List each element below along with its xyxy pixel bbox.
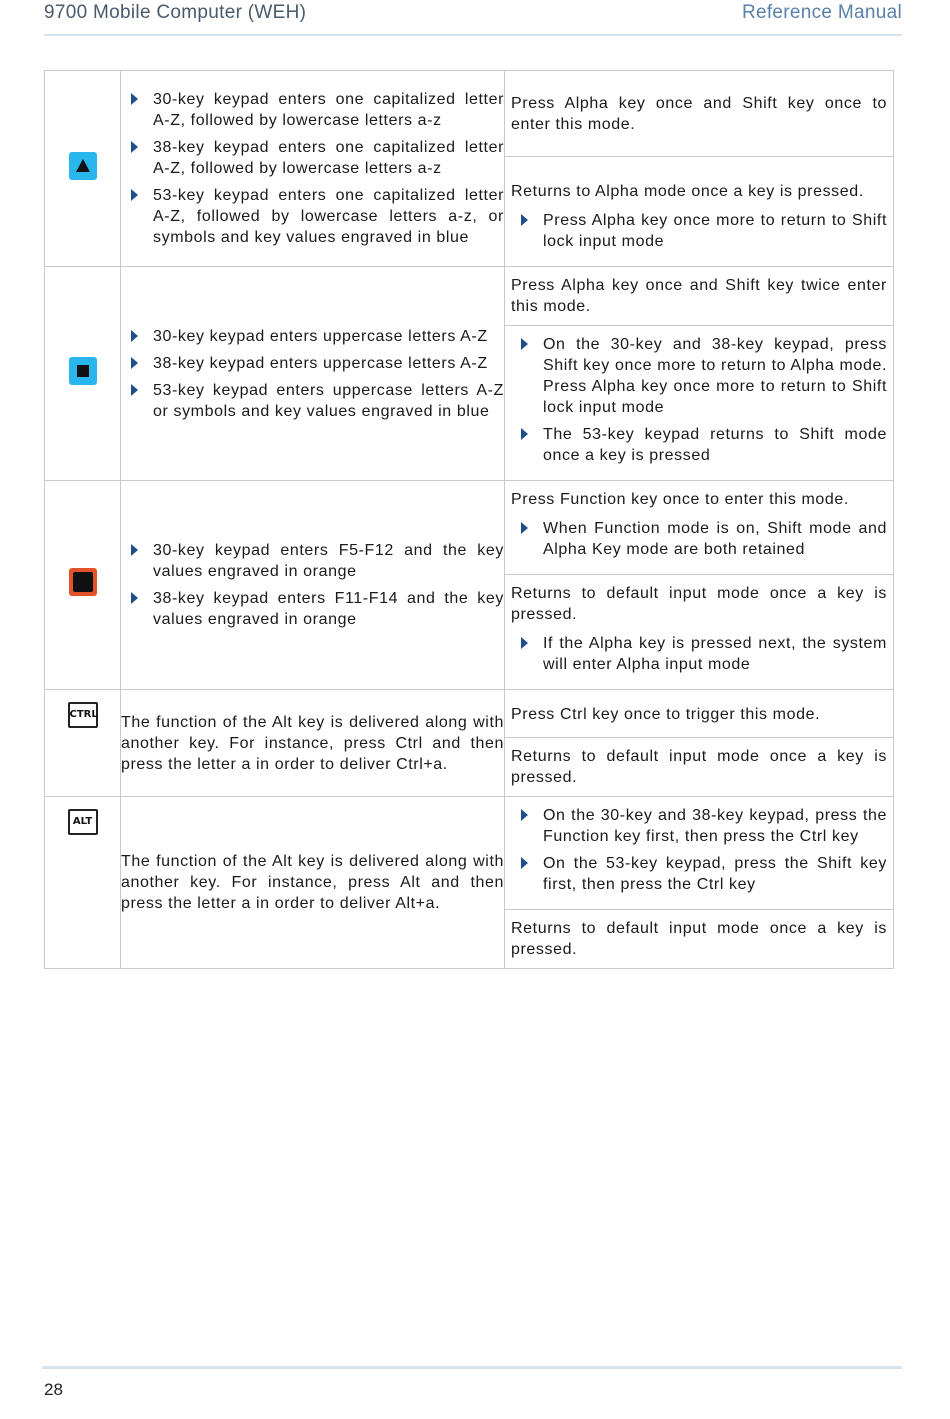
shift-key-icon bbox=[69, 152, 97, 180]
action-text: Returns to default input mode once a key is pressed. bbox=[511, 920, 887, 958]
table-row bbox=[45, 797, 894, 969]
list-item: 30-key keypad enters one capitalized letter A-Z, followed by lowercase letters a-z bbox=[121, 89, 504, 131]
table-row bbox=[45, 267, 894, 481]
table-row bbox=[45, 481, 894, 690]
table-row bbox=[45, 71, 894, 267]
list-item: 38-key keypad enters F11-F14 and the key values engraved in orange bbox=[121, 588, 504, 630]
list-item: 30-key keypad enters F5-F12 and the key values engraved in orange bbox=[121, 540, 504, 582]
list-item: The 53-key keypad returns to Shift mode once a key is pressed bbox=[511, 424, 887, 466]
alt-key-icon: ALT bbox=[68, 809, 98, 835]
icon-cell bbox=[45, 690, 121, 797]
list-item: 38-key keypad enters one capitalized letter A-Z, followed by lowercase letters a-z bbox=[121, 137, 504, 179]
action-text: Press Ctrl key once to trigger this mode. bbox=[511, 706, 821, 723]
action-text: Returns to Alpha mode once a key is pressed. bbox=[511, 183, 864, 200]
action-cell bbox=[505, 267, 894, 481]
function-key-icon bbox=[69, 568, 97, 596]
description-cell bbox=[121, 267, 505, 481]
action-cell bbox=[505, 481, 894, 690]
product-title: 9700 Mobile Computer (WEH) bbox=[44, 2, 307, 23]
icon-cell bbox=[45, 481, 121, 690]
description-cell bbox=[121, 481, 505, 690]
description-text: The function of the Alt key is delivered along with another key. For instance, press Ctrl and then press the letter a in order to deliver Ctrl+a. bbox=[121, 713, 504, 773]
list-item: On the 53-key keypad, press the Shift key first, then press the Ctrl key bbox=[511, 853, 887, 895]
list-item: 30-key keypad enters uppercase letters A-Z bbox=[121, 326, 504, 347]
icon-cell bbox=[45, 267, 121, 481]
action-text: Press Function key once to enter this mode. bbox=[511, 491, 849, 508]
input-mode-table bbox=[44, 70, 894, 969]
action-cell bbox=[505, 71, 894, 267]
list-item: 53-key keypad enters one capitalized letter A-Z, followed by lowercase letters a-z, or symbols and key values engraved in blue bbox=[121, 185, 504, 248]
action-cell bbox=[505, 797, 894, 969]
list-item: 53-key keypad enters uppercase letters A-Z or symbols and key values engraved in blue bbox=[121, 380, 504, 422]
description-cell bbox=[121, 797, 505, 969]
description-text: The function of the Alt key is delivered along with another key. For instance, press Alt and then press the letter a in order to deliver Alt+a. bbox=[121, 853, 504, 912]
list-item: When Function mode is on, Shift mode and Alpha Key mode are both retained bbox=[511, 518, 887, 560]
action-text: Returns to default input mode once a key is pressed. bbox=[511, 585, 887, 623]
list-item: 38-key keypad enters uppercase letters A-Z bbox=[121, 353, 504, 374]
alpha-lock-key-icon bbox=[69, 357, 97, 385]
list-item: On the 30-key and 38-key keypad, press Shift key once more to return to Alpha mode. Press Alpha key once more to return to Shift lock input mode bbox=[511, 334, 887, 418]
action-text: Press Alpha key once and Shift key twice enter this mode. bbox=[511, 277, 887, 315]
page-header bbox=[44, 0, 902, 36]
list-item: Press Alpha key once more to return to Shift lock input mode bbox=[511, 210, 887, 252]
icon-cell bbox=[45, 71, 121, 267]
description-cell bbox=[121, 690, 505, 797]
list-item: If the Alpha key is pressed next, the system will enter Alpha input mode bbox=[511, 633, 887, 675]
action-cell bbox=[505, 690, 894, 797]
manual-title: Reference Manual bbox=[741, 2, 902, 23]
list-item: On the 30-key and 38-key keypad, press the Function key first, then press the Ctrl key bbox=[511, 805, 887, 847]
footer-divider bbox=[42, 1366, 902, 1369]
icon-cell bbox=[45, 797, 121, 969]
action-text: Returns to default input mode once a key is pressed. bbox=[511, 748, 887, 786]
action-text: Press Alpha key once and Shift key once to enter this mode. bbox=[511, 95, 887, 133]
ctrl-key-icon: CTRL bbox=[68, 702, 98, 728]
description-cell bbox=[121, 71, 505, 267]
table-row bbox=[45, 690, 894, 797]
page-number: 28 bbox=[44, 1380, 63, 1399]
